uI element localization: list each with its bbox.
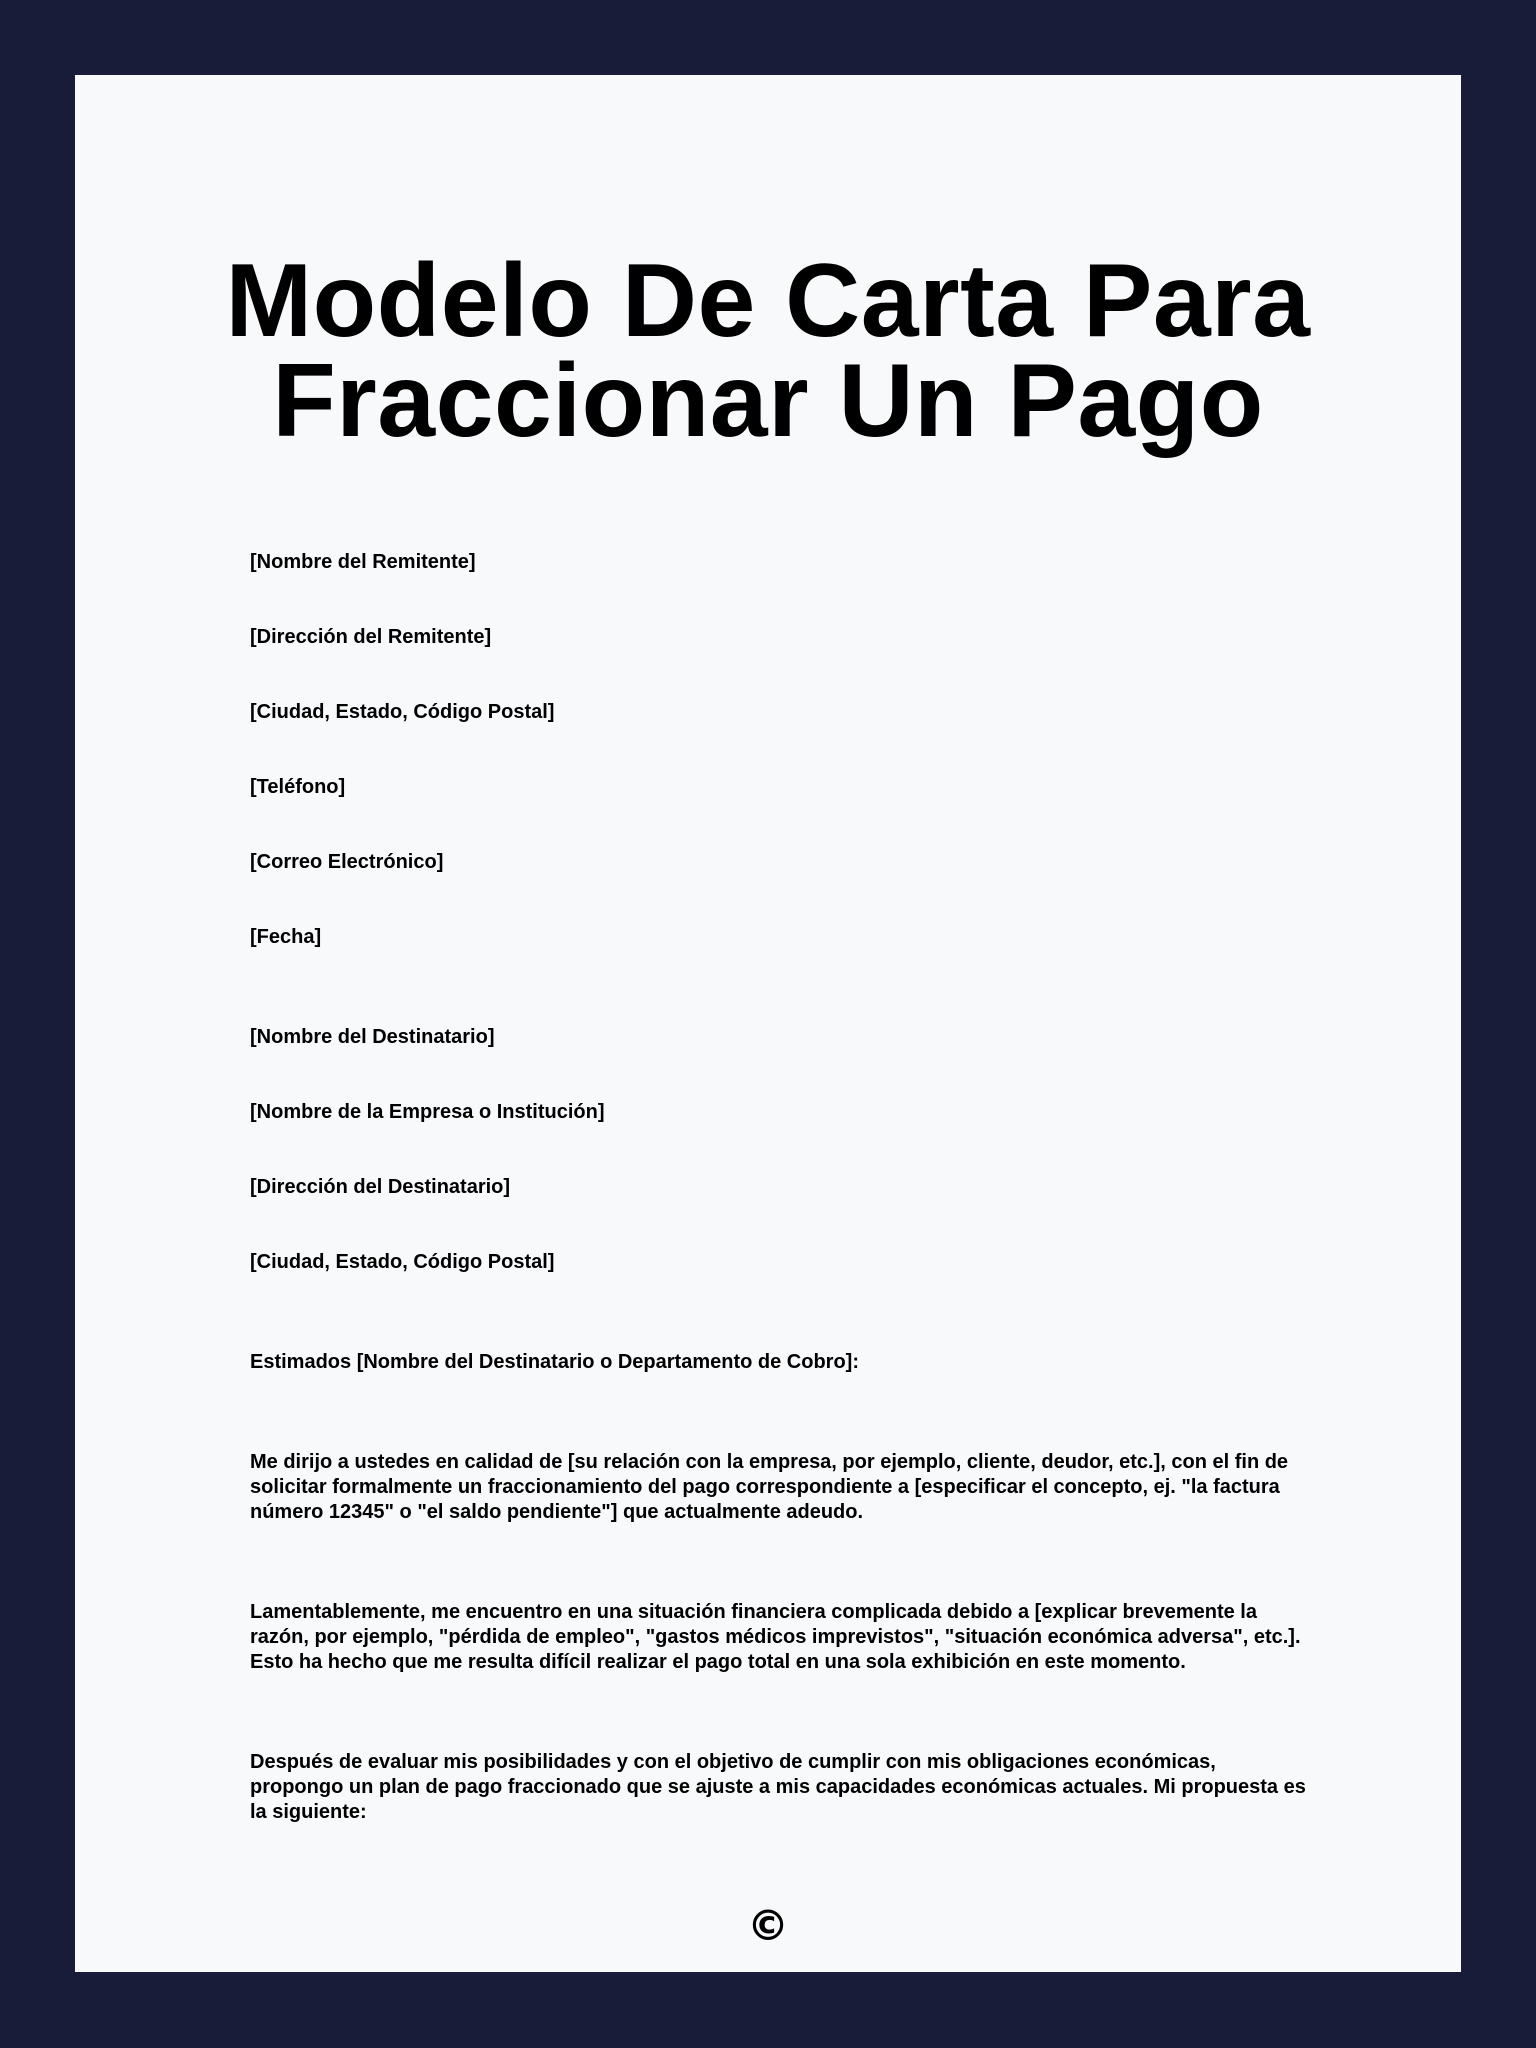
letter-date: [Fecha] — [250, 926, 322, 948]
sender-email: [Correo Electrónico] — [250, 851, 444, 873]
sender-city: [Ciudad, Estado, Código Postal] — [250, 701, 555, 723]
recipient-city: [Ciudad, Estado, Código Postal] — [250, 1251, 555, 1273]
copyright-icon: © — [747, 1901, 789, 1950]
paragraph-2: Lamentablemente, me encuentro en una situación financiera complicada debido a [explicar brevemente la razón, por ejemplo, "pérdida de empleo", "gastos médicos imprevistos", "situación económica adversa", etc.]. Esto ha hecho que me resulta difícil realizar el pago total en una sola exhibición en este momento. — [250, 1601, 1301, 1673]
recipient-address: [Dirección del Destinatario] — [250, 1176, 511, 1198]
sender-name: [Nombre del Remitente] — [250, 551, 476, 573]
recipient-company: [Nombre de la Empresa o Institución] — [250, 1101, 605, 1123]
title-line-2: Fraccionar Un Pago — [272, 343, 1264, 459]
sender-phone: [Teléfono] — [250, 776, 346, 798]
document-title — [75, 243, 1461, 459]
paragraph-3: Después de evaluar mis posibilidades y con el objetivo de cumplir con mis obligaciones económicas, propongo un plan de pago fraccionado que se ajuste a mis capacidades económicas actuales. Mi propuesta es la siguiente: — [250, 1751, 1306, 1823]
document-page — [75, 75, 1461, 1972]
greeting: Estimados [Nombre del Destinatario o Departamento de Cobro]: — [250, 1351, 859, 1373]
recipient-name: [Nombre del Destinatario] — [250, 1026, 495, 1048]
sender-address: [Dirección del Remitente] — [250, 626, 492, 648]
paragraph-1: Me dirijo a ustedes en calidad de [su relación con la empresa, por ejemplo, cliente, deudor, etc.], con el fin de solicitar formalmente un fraccionamiento del pago correspondiente a [especificar el concepto, ej. "la factura número 12345" o "el saldo pendiente"] que actualmente adeudo. — [250, 1451, 1289, 1523]
title-line-1: Modelo De Carta Para — [225, 243, 1311, 359]
